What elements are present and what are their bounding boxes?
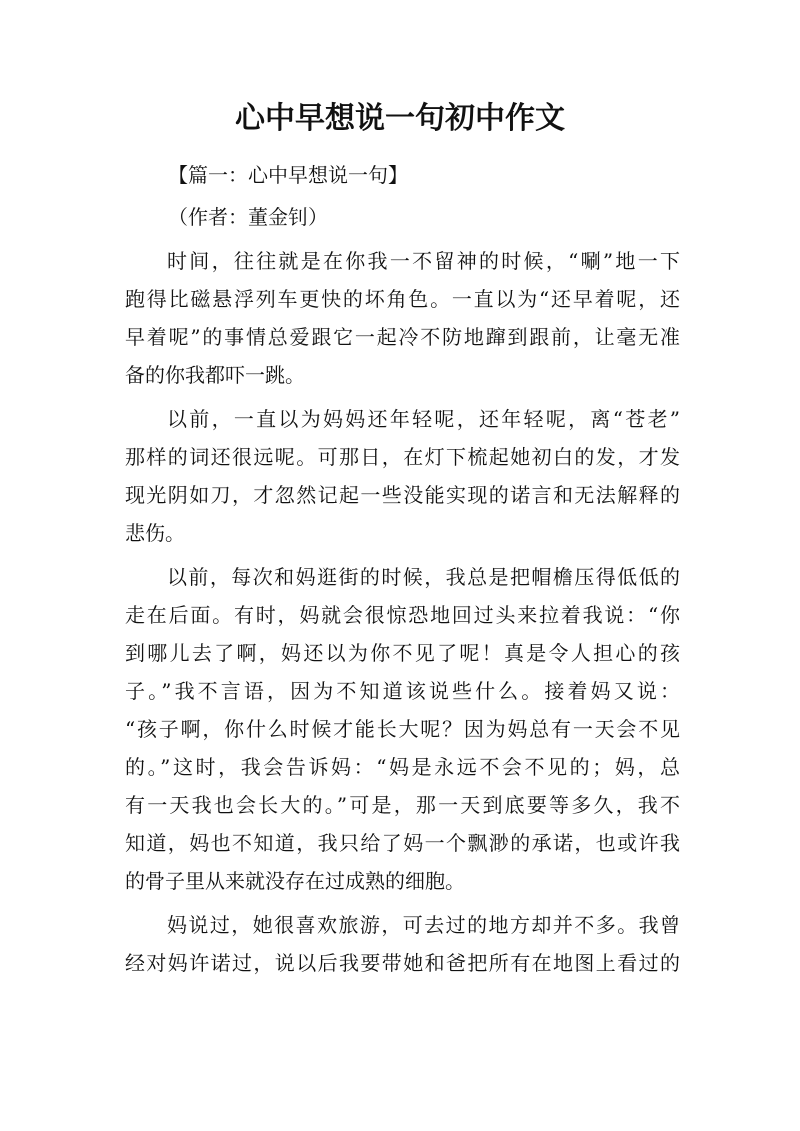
paragraph-line: 妈说过，她很喜欢旅游，可去过的地方却并不多。我曾 (167, 913, 680, 937)
paragraph-line: 知道，妈也不知道，我只给了妈一个飘渺的承诺，也或许我 (125, 831, 680, 855)
paragraph-line: 跑得比磁悬浮列车更快的坏角色。一直以为“还早着呢，还 (125, 287, 680, 311)
paragraph (125, 558, 680, 900)
paragraph-line: 走在后面。有时，妈就会很惊恐地回过头来拉着我说：“你 (125, 603, 680, 627)
paragraph-line: 早着呢”的事情总爱跟它一起冷不防地蹿到跟前，让毫无准 (125, 325, 680, 349)
section-heading: 【篇一：心中早想说一句】 (168, 163, 408, 187)
article-body (125, 242, 680, 988)
paragraph-line: 有一天我也会长大的。”可是，那一天到底要等多久，我不 (125, 793, 680, 817)
paragraph-line: 的骨子里从来就没存在过成熟的细胞。 (125, 869, 465, 893)
paragraph-line: 以前，一直以为妈妈还年轻呢，还年轻呢，离“苍老” (167, 407, 680, 431)
paragraph-line: 的。”这时，我会告诉妈：“妈是永远不会不见的；妈，总 (125, 755, 680, 779)
paragraph (125, 906, 680, 982)
paragraph (125, 242, 680, 394)
author-line: （作者：董金钊） (168, 205, 328, 229)
paragraph-line: 悲伤。 (125, 521, 185, 545)
paragraph-line: 以前，每次和妈逛街的时候，我总是把帽檐压得低低的 (167, 565, 680, 589)
paragraph-line: 备的你我都吓一跳。 (125, 363, 305, 387)
paragraph-line: “孩子啊，你什么时候才能长大呢？因为妈总有一天会不见 (125, 717, 680, 741)
paragraph-line: 现光阴如刀，才忽然记起一些没能实现的诺言和无法解释的 (125, 483, 680, 507)
document-title: 心中早想说一句初中作文 (235, 101, 565, 136)
paragraph (125, 400, 680, 552)
paragraph-line: 那样的词还很远呢。可那日，在灯下梳起她初白的发，才发 (125, 445, 680, 469)
paragraph-line: 时间，往往就是在你我一不留神的时候，“唰”地一下 (167, 249, 680, 273)
paragraph-line: 到哪儿去了啊，妈还以为你不见了呢！真是令人担心的孩 (125, 641, 680, 665)
paragraph-line: 子。”我不言语，因为不知道该说些什么。接着妈又说： (125, 679, 680, 703)
paragraph-line: 经对妈许诺过，说以后我要带她和爸把所有在地图上看过的 (125, 951, 680, 975)
